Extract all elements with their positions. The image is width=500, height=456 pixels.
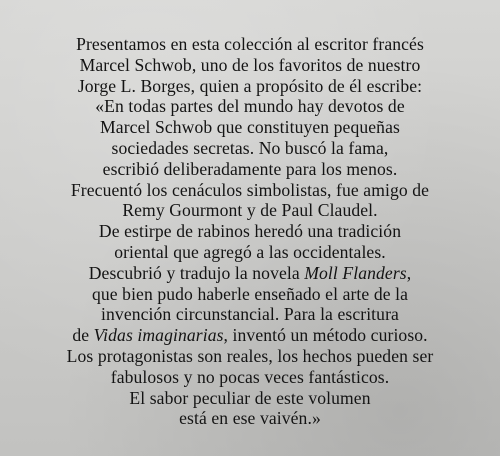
text-line-with-title	[0, 325, 500, 346]
text-line: está en ese vaivén.»	[179, 408, 321, 429]
text-line: fabulosos y no pocas veces fantásticos.	[110, 366, 390, 387]
text-fragment: ,	[406, 262, 412, 283]
text-fragment: de	[72, 325, 94, 346]
text-line: Presentamos en esta colección al escritor francés	[76, 34, 424, 54]
text-fragment: Descubrió y tradujo la novela	[88, 262, 305, 283]
text-line: Marcel Schwob, uno de los favoritos de nuestro	[79, 54, 421, 75]
book-title-italic: Vidas imaginarias	[93, 325, 224, 346]
text-line: Jorge L. Borges, quien a propósito de él escribe:	[77, 75, 423, 96]
cover-text-block	[0, 34, 500, 429]
text-line: Marcel Schwob que constituyen pequeñas	[100, 117, 400, 138]
text-fragment: , inventó un método curioso.	[223, 325, 428, 346]
text-line: De estirpe de rabinos heredó una tradición	[98, 221, 402, 242]
text-line: escribió deliberadamente para los menos.	[102, 158, 398, 179]
text-line: sociedades secretas. No buscó la fama,	[111, 137, 389, 158]
text-line: Remy Gourmont y de Paul Claudel.	[122, 200, 378, 221]
text-line: Frecuentó los cenáculos simbolistas, fue amigo de	[70, 179, 430, 200]
text-line: invención circunstancial. Para la escritura	[101, 304, 399, 325]
text-line: oriental que agregó a las occidentales.	[114, 241, 386, 262]
text-line-with-title	[0, 263, 500, 284]
text-line: que bien pudo haberle enseñado el arte de la	[91, 283, 409, 304]
text-line: Los protagonistas son reales, los hechos pueden ser	[66, 345, 434, 366]
book-title-italic: Moll Flanders	[304, 262, 407, 283]
text-line: El sabor peculiar de este volumen	[129, 387, 371, 408]
text-line: «En todas partes del mundo hay devotos de	[95, 96, 405, 117]
